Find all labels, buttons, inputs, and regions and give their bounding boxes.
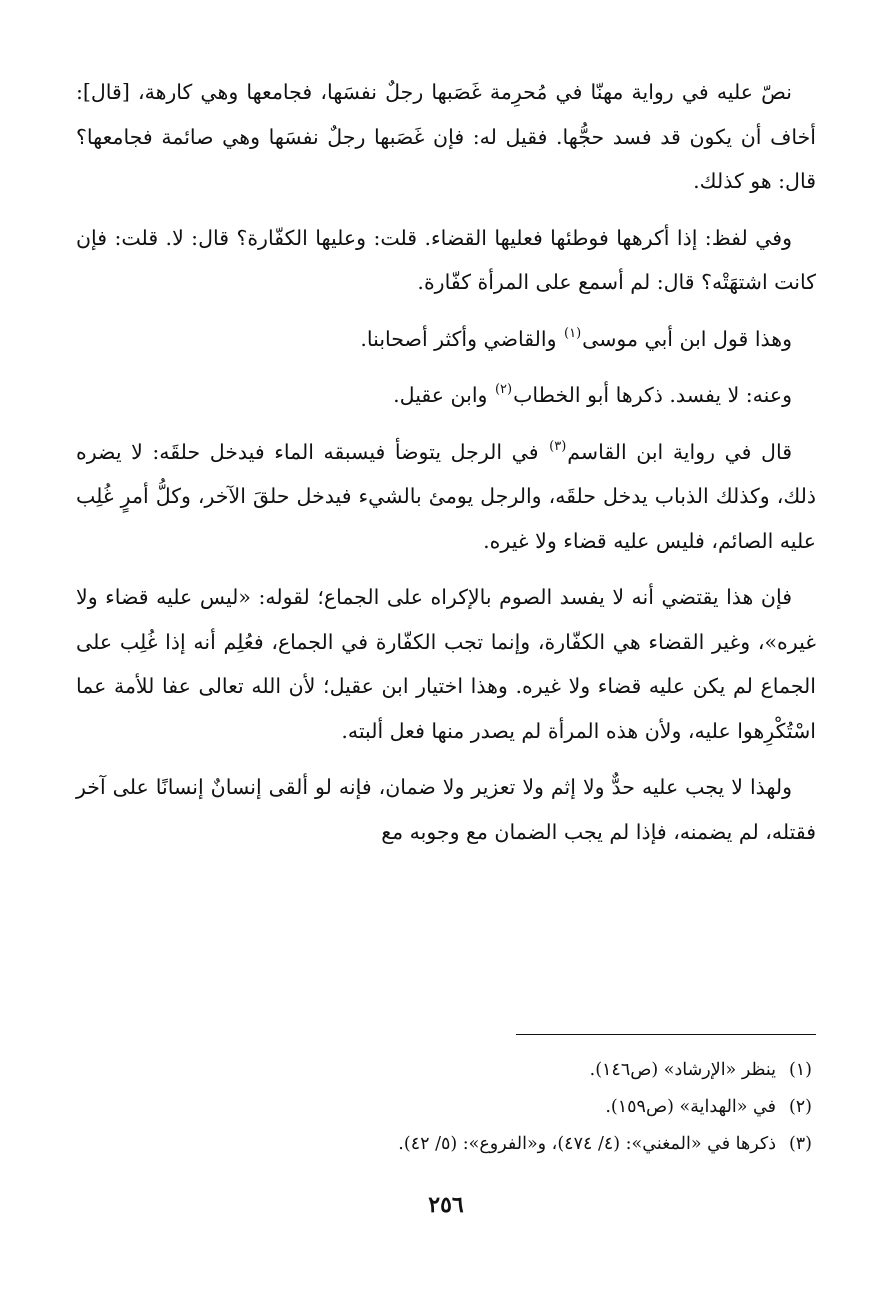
footnote-3 [76,1126,812,1163]
footnote-number: (٢) [788,1097,812,1117]
paragraph-6: فإن هذا يقتضي أنه لا يفسد الصوم بالإكراه على الجماع؛ لقوله: «ليس عليه قضاء ولا غيره»، وغير القضاء هي الكفّارة، وإنما تجب الكفّارة في الجماع، فعُلِم أنه إذا غُلِب على الجماع لم يكن عليه قضاء ولا غيره. وهذا اختيار ابن عقيل؛ لأن الله تعالى عفا للأمة عما اسْتُكْرِهوا عليه، ولأن هذه المرأة لم يصدر منها فعل ألبته. [76,585,816,743]
footnote-text: ينظر «الإرشاد» (ص١٤٦). [589,1060,776,1080]
paragraph-4: وعنه: لا يفسد. ذكرها أبو الخطاب$^{(٢)}$ وابن عقيل. [393,382,792,407]
main-text [76,70,816,866]
footnotes [76,1052,812,1163]
footnote-1 [76,1052,812,1089]
paragraph-5: قال في رواية ابن القاسم$^{(٣)}$ في الرجل يتوضأ فيسبقه الماء فيدخل حلقَه: لا يضره ذلك، وكذلك الذباب يدخل حلقَه، والرجل يومئ بالشيء فيدخل حلقَ الآخر، وكلُّ أمرٍ غُلِب عليه الصائم، فليس عليه قضاء ولا غيره. [76,438,816,553]
footnote-2 [76,1089,812,1126]
footnote-text: ذكرها في «المغني»: (٤/ ٤٧٤)، و«الفروع»: (٥/ ٤٢). [398,1134,776,1154]
footnote-divider [516,1034,816,1035]
footnote-number: (١) [788,1060,812,1080]
paragraph-3: وهذا قول ابن أبي موسى$^{(١)}$ والقاضي وأكثر أصحابنا. [360,325,792,351]
paragraph-1: نصّ عليه في رواية مهنّا في مُحرِمة غَصَبها رجلٌ نفسَها، فجامعها وهي كارهة، [قال]: أخاف أن يكون قد فسد حجُّها. فقيل له: فإن غَصَبها رجلٌ نفسَها وهي صائمة فجامعها؟ قال: هو كذلك. [76,80,816,193]
paragraph-2: وفي لفظ: إذا أكرهها فوطئها فعليها القضاء. قلت: وعليها الكفّارة؟ قال: لا. قلت: فإن كانت اشتهَتْه؟ قال: لم أسمع على المرأة كفّارة. [76,225,816,294]
page-number: ٢٥٦ [428,1192,464,1218]
paragraph-7: ولهذا لا يجب عليه حدٌّ ولا إثم ولا تعزير ولا ضمان، فإنه لو ألقى إنسانٌ إنسانًا على آخر فقتله، لم يضمنه، فإذا لم يجب الضمان مع وجوبه مع [76,775,816,844]
footnote-text: في «الهداية» (ص١٥٩). [605,1097,776,1117]
footnote-ref-1: (١) [564,325,582,341]
footnote-ref-2: (٢) [494,382,513,397]
footnote-number: (٣) [788,1134,812,1154]
footnote-ref-3: (٣) [549,438,567,454]
